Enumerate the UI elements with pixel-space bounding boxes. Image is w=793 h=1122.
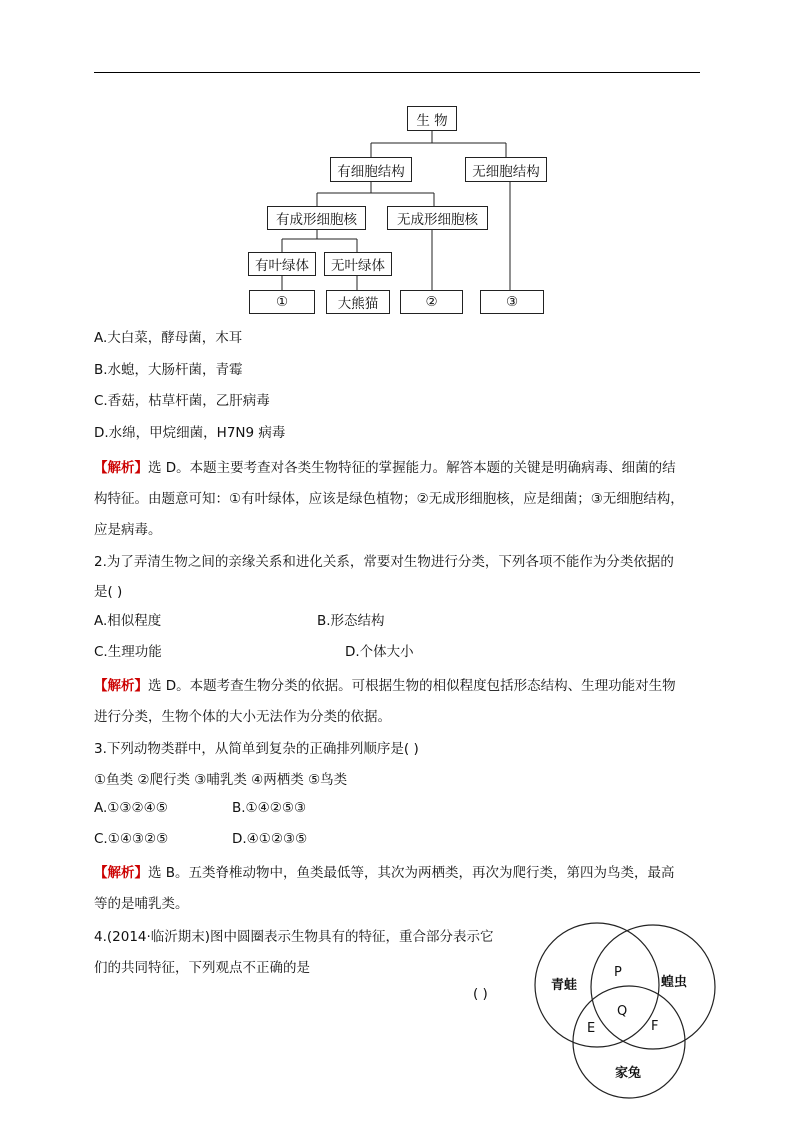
tree-leaf-panda: 大熊猫	[326, 290, 390, 314]
q1-analysis-line-3: 应是病毒。	[94, 522, 162, 538]
tree-leaf-3: ③	[480, 290, 544, 314]
q1-option-d: D.水绵，甲烷细菌，H7N9 病毒	[94, 425, 286, 441]
venn-circle-rabbit	[573, 986, 685, 1098]
venn-label-frog: 青蛙	[551, 978, 578, 993]
tree-node-no-nucleus: 无成形细胞核	[387, 206, 488, 230]
q1-analysis-line-1	[94, 456, 676, 476]
q3-option-b: B.①④②⑤③	[232, 800, 307, 816]
q3-option-a: A.①③②④⑤	[94, 800, 168, 816]
q3-analysis-tag: 【解析】	[94, 865, 148, 881]
q1-option-b: B.水螅，大肠杆菌，青霉	[94, 362, 243, 378]
venn-label-e: E	[587, 1021, 596, 1036]
q4-stem-line-2: 们的共同特征，下列观点不正确的是	[94, 960, 310, 976]
tree-node-has-cell: 有细胞结构	[330, 157, 412, 182]
q1-analysis-line-2: 构特征。由题意可知：①有叶绿体，应该是绿色植物；②无成形细胞核，应是细菌；③无细胞结构，	[94, 491, 684, 507]
venn-label-locust: 蝗虫	[661, 975, 688, 990]
q2-option-a: A.相似程度	[94, 613, 162, 629]
q3-stem: 3.下列动物类群中，从简单到复杂的正确排列顺序是( )	[94, 741, 419, 757]
venn-label-q: Q	[617, 1004, 628, 1019]
q4-stem-line-1: 4.(2014·临沂期末)图中圆圈表示生物具有的特征，重合部分表示它	[94, 929, 494, 945]
tree-node-has-nucleus: 有成形细胞核	[267, 206, 366, 230]
venn-label-f: F	[651, 1019, 659, 1034]
q1-analysis-text-1: 选 D。本题主要考查对各类生物特征的掌握能力。解答本题的关键是明确病毒、细菌的结	[148, 460, 676, 476]
q2-analysis-tag: 【解析】	[94, 678, 148, 694]
tree-node-no-chloroplast: 无叶绿体	[324, 252, 392, 276]
tree-leaf-1: ①	[249, 290, 315, 314]
q2-option-c: C.生理功能	[94, 644, 162, 660]
q1-option-c: C.香菇，枯草杆菌，乙肝病毒	[94, 393, 270, 409]
q3-analysis-text-1: 选 B。五类脊椎动物中，鱼类最低等，其次为两栖类，再次为爬行类，第四为鸟类，最高	[148, 865, 675, 881]
q3-analysis-line-2: 等的是哺乳类。	[94, 896, 189, 912]
q2-analysis-text-1: 选 D。本题考查生物分类的依据。可根据生物的相似程度包括形态结构、生理功能对生物	[148, 678, 676, 694]
q2-option-d: D.个体大小	[345, 644, 414, 660]
q3-option-d: D.④①②③⑤	[232, 831, 308, 847]
tree-node-no-cell: 无细胞结构	[465, 157, 547, 182]
q2-analysis-line-1	[94, 674, 676, 694]
q2-analysis-line-2: 进行分类，生物个体的大小无法作为分类的依据。	[94, 709, 391, 725]
venn-label-rabbit: 家兔	[615, 1066, 642, 1081]
q3-analysis-line-1	[94, 861, 675, 881]
q1-option-a: A.大白菜，酵母菌，木耳	[94, 330, 243, 346]
q2-stem-line-2: 是( )	[94, 584, 123, 600]
q3-option-c: C.①④③②⑤	[94, 831, 169, 847]
q2-stem-line-1: 2.为了弄清生物之间的亲缘关系和进化关系，常要对生物进行分类，下列各项不能作为分类依据的	[94, 554, 674, 570]
tree-node-has-chloroplast: 有叶绿体	[248, 252, 316, 276]
q2-option-b: B.形态结构	[317, 613, 385, 629]
q4-answer-blank: ( )	[473, 986, 488, 1002]
tree-node-root: 生 物	[407, 106, 457, 131]
tree-leaf-2: ②	[400, 290, 463, 314]
q3-items: ①鱼类 ②爬行类 ③哺乳类 ④两栖类 ⑤鸟类	[94, 772, 348, 788]
venn-label-p: P	[614, 965, 622, 980]
q1-analysis-tag: 【解析】	[94, 460, 148, 476]
